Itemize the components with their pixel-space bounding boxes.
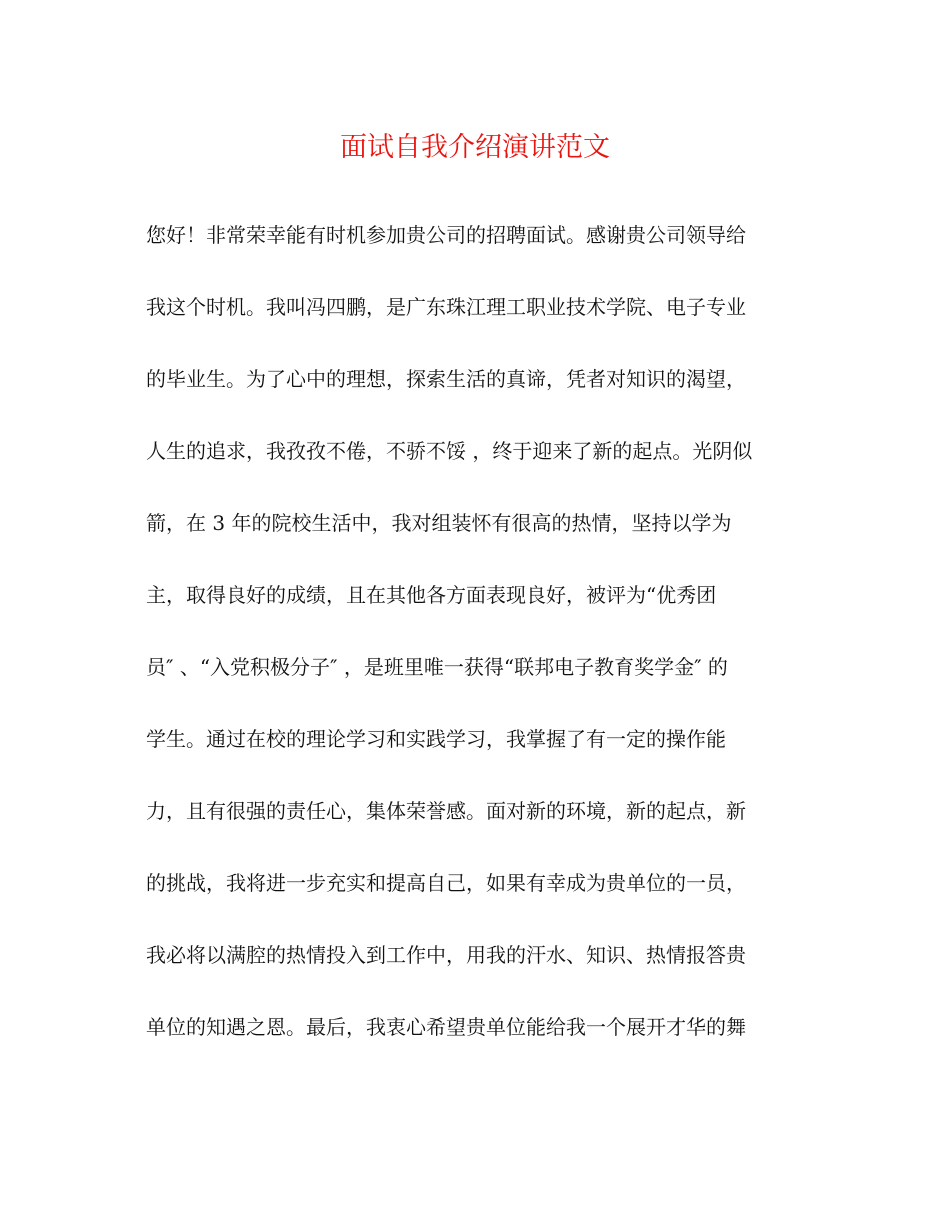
text-line: 箭，在 3 年的院校生活中，我对组装怀有很高的热情，坚持以学为 (146, 511, 732, 535)
text-line: 我这个时机。我叫冯四鹏，是广东珠江理工职业技术学院、电子专业 (146, 295, 746, 319)
text-line: 单位的知遇之恩。最后，我衷心希望贵单位能给我一个展开才华的舞 (146, 1015, 746, 1039)
text-line: 学生。通过在校的理论学习和实践学习，我掌握了有一定的操作能 (146, 727, 726, 751)
text-line: 我必将以满腔的热情投入到工作中，用我的汗水、知识、热情报答贵 (146, 943, 746, 967)
text-line: 力，且有很强的责任心，集体荣誉感。面对新的环境，新的起点，新 (146, 799, 746, 823)
text-line: 您好！非常荣幸能有时机参加贵公司的招聘面试。感谢贵公司领导给 (146, 223, 746, 247)
text-line: 员″ 、“入党积极分子″ ，是班里唯一获得“联邦电子教育奖学金″ 的 (146, 655, 728, 679)
text-line: 人生的追求，我孜孜不倦，不骄不馁 ，终于迎来了新的起点。光阴似 (146, 439, 753, 463)
text-line: 的挑战，我将进一步充实和提高自己，如果有幸成为贵单位的一员， (146, 871, 746, 895)
text-line: 的毕业生。为了心中的理想，探索生活的真谛，凭者对知识的渴望， (146, 367, 746, 391)
body-text (146, 212, 826, 1076)
text-line: 主，取得良好的成绩，且在其他各方面表现良好，被评为“优秀团 (146, 583, 717, 607)
page-title: 面试自我介绍演讲范文 (340, 132, 610, 163)
